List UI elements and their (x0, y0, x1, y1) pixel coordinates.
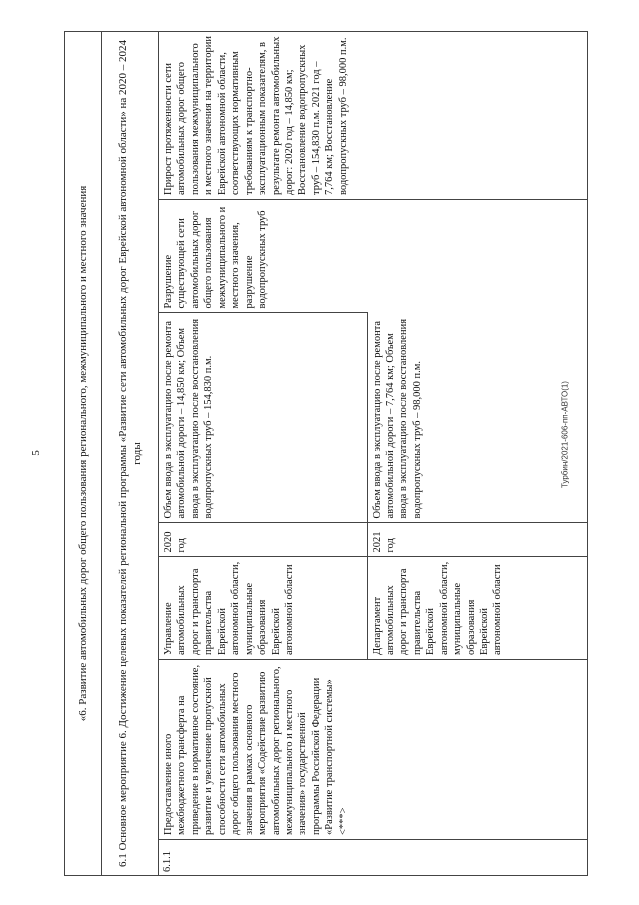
periods-table (159, 199, 587, 659)
activity-title (102, 31, 159, 875)
page-number: 5 (30, 450, 42, 456)
table-row (159, 31, 588, 875)
period-row (159, 199, 367, 659)
period-executor: Управление автомобильных дорог и транспорта правительства Еврейской автономной области, муниципальные образования Еврейской автономной области (159, 557, 367, 659)
footer-code: Турбин/2021-606-пп-АВТО(1) (560, 381, 570, 488)
section-title: «6. Развитие автомобильных дорог общего пользования регионального, межмуниципального и местного значения (65, 31, 102, 875)
rotated-table-container (64, 32, 570, 876)
activity-name: Основное мероприятие 6. Достижение целевых показателей региональной программы «Развитие сети автомобильных дорог Еврейской автономной области» на 2020 – 2024 годы (116, 39, 143, 851)
row-consequence: Разрушение существующей сети автомобильных дорог общего пользования межмуниципального и местного значения, разрушение водопропускных труб (163, 206, 269, 309)
period-indicator: Объем ввода в эксплуатацию после ремонта автомобильной дороги – 14,850 км; Объем ввода в эксплуатацию после восстановления водопропускных труб – 154,830 п.м. (159, 313, 367, 523)
period-year: 2021 год (367, 523, 587, 557)
row-result: Прирост протяженности сети автомобильных дорог общего пользования межмуниципального и местного значения на территории Еврейской автономной области, соответствующих нормативным требованиям к транспортно-эксплуатационным показателям, в результате ремонта автомобильных дорог: 2020 год – 14,850 км; Восстановление водопропускных труб – 154,830 п.м. 2021 год – 7,764 км; Восстановление водопропускных труб – 98,000 п.м. (159, 31, 588, 199)
row-description: Предоставление иного межбюджетного трансферта на приведение в нормативное состояние, развитие и увеличение пропускной способности сети автомобильных дорог общего пользования местного значения в рамках основного мероприятия «Содействие развитию автомобильных дорог регионального, межмуниципального и местного значения» государственной программы Российской Федерации «Развитие транспортной системы» <***> (159, 660, 588, 840)
period-year: 2020 год (159, 523, 367, 557)
period-indicator: Объем ввода в эксплуатацию после ремонта автомобильной дороги – 7,764 км; Объем ввода в эксплуатацию после восстановления водопропускных труб – 98,000 п.м. (367, 313, 587, 523)
periods-cell (159, 200, 588, 660)
period-executor: Департамент автомобильных дорог и транспорта правительства Еврейской автономной области, муниципальные образования Еврейской автономной области (367, 557, 587, 659)
program-table (64, 31, 588, 876)
row-number: 6.1.1 (159, 840, 588, 876)
activity-number: 6.1 (116, 853, 129, 868)
